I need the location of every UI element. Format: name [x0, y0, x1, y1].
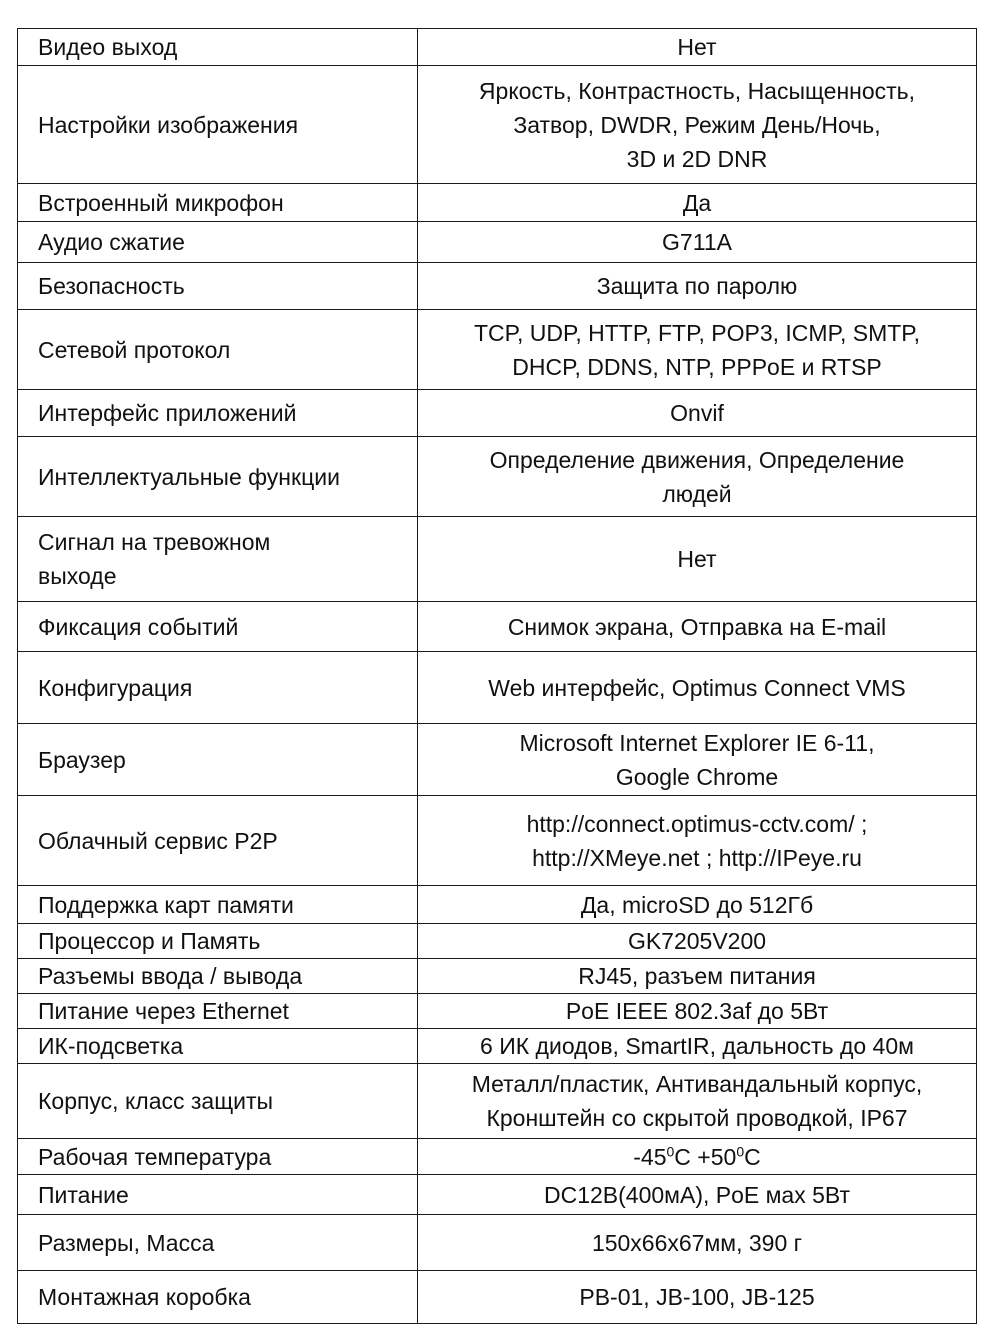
value-cell: Да [418, 184, 977, 222]
param-cell: Облачный сервис P2P [18, 796, 418, 886]
value-cell: Onvif [418, 390, 977, 437]
param-cell [18, 517, 418, 602]
table-row [18, 886, 977, 924]
value-cell: 6 ИК диодов, SmartIR, дальность до 40м [418, 1029, 977, 1064]
param-cell: Сетевой протокол [18, 310, 418, 390]
table-row [18, 1029, 977, 1064]
degree-sign: 0 [736, 1142, 745, 1159]
table-row [18, 1215, 977, 1271]
table-row [18, 310, 977, 390]
value-line: Определение движения, Определение [489, 446, 905, 473]
param-cell: Браузер [18, 724, 418, 796]
value-cell: Web интерфейс, Optimus Connect VMS [418, 652, 977, 724]
table-row [18, 1271, 977, 1324]
param-cell: Интеллектуальные функции [18, 437, 418, 517]
value-cell: GK7205V200 [418, 924, 977, 959]
value-line: Microsoft Internet Explorer IE 6-11, [519, 729, 875, 756]
table-row [18, 1139, 977, 1175]
table-row [18, 652, 977, 724]
param-line: выходе [38, 563, 117, 589]
table-row [18, 959, 977, 994]
table-row [18, 796, 977, 886]
value-cell: DC12В(400мА), PoE мах 5Вт [418, 1175, 977, 1215]
value-cell: Нет [418, 29, 977, 66]
param-cell: Конфигурация [18, 652, 418, 724]
value-cell [418, 1139, 977, 1175]
temp-unit: С [744, 1143, 761, 1170]
value-line: Кронштейн со скрытой проводкой, IP67 [486, 1105, 908, 1131]
param-line: Сигнал на тревожном [38, 529, 271, 555]
value-cell: Снимок экрана, Отправка на E-mail [418, 602, 977, 652]
param-cell: Поддержка карт памяти [18, 886, 418, 924]
value-cell [418, 1064, 977, 1139]
table-row [18, 994, 977, 1029]
value-cell: PB-01, JB-100, JB-125 [418, 1271, 977, 1324]
param-cell: Питание [18, 1175, 418, 1215]
param-cell: Безопасность [18, 263, 418, 310]
table-row [18, 390, 977, 437]
param-cell: Разъемы ввода / вывода [18, 959, 418, 994]
param-cell: Видео выход [18, 29, 418, 66]
spec-table [17, 28, 977, 1324]
table-row [18, 517, 977, 602]
value-cell [418, 796, 977, 886]
table-row [18, 1064, 977, 1139]
table-row [18, 602, 977, 652]
param-cell: Аудио сжатие [18, 222, 418, 263]
table-row [18, 724, 977, 796]
table-row [18, 437, 977, 517]
value-cell: Нет [418, 517, 977, 602]
value-line: http://connect.optimus-cctv.com/ ; [526, 810, 868, 837]
value-line: Google Chrome [615, 763, 779, 790]
table-row [18, 1175, 977, 1215]
param-cell: Фиксация событий [18, 602, 418, 652]
param-cell: Интерфейс приложений [18, 390, 418, 437]
value-line: людей [662, 480, 732, 507]
value-cell: PoE IEEE 802.3af до 5Вт [418, 994, 977, 1029]
param-cell: Рабочая температура [18, 1139, 418, 1175]
value-cell: 150x66x67мм, 390 г [418, 1215, 977, 1271]
table-row [18, 263, 977, 310]
value-cell [418, 66, 977, 184]
table-row [18, 222, 977, 263]
param-cell: Настройки изображения [18, 66, 418, 184]
temp-min: -45 [633, 1143, 667, 1170]
value-cell: Да, microSD до 512Гб [418, 886, 977, 924]
value-cell [418, 437, 977, 517]
value-line: TCP, UDP, HTTP, FTP, POP3, ICMP, SMTP, [473, 319, 921, 346]
temp-max: С +50 [674, 1143, 737, 1170]
value-line: http://XMeye.net ; http://IPeye.ru [532, 844, 862, 871]
value-cell: G711A [418, 222, 977, 263]
value-line: Затвор, DWDR, Режим День/Ночь, [513, 111, 881, 138]
param-cell: ИК-подсветка [18, 1029, 418, 1064]
value-cell: RJ45, разъем питания [418, 959, 977, 994]
value-line: 3D и 2D DNR [626, 145, 768, 172]
value-line: Металл/пластик, Антивандальный корпус, [471, 1071, 923, 1097]
param-cell: Питание через Ethernet [18, 994, 418, 1029]
table-row [18, 184, 977, 222]
param-cell: Размеры, Масса [18, 1215, 418, 1271]
table-row [18, 924, 977, 959]
value-cell [418, 724, 977, 796]
value-cell [418, 310, 977, 390]
param-cell: Встроенный микрофон [18, 184, 418, 222]
param-cell: Процессор и Память [18, 924, 418, 959]
param-cell: Корпус, класс защиты [18, 1064, 418, 1139]
table-row [18, 66, 977, 184]
degree-sign: 0 [666, 1142, 675, 1159]
value-line: Яркость, Контрастность, Насыщенность, [478, 77, 916, 104]
table-row [18, 29, 977, 66]
param-cell: Монтажная коробка [18, 1271, 418, 1324]
value-line: DHCP, DDNS, NTP, PPPoE и RTSP [512, 353, 882, 380]
value-cell: Защита по паролю [418, 263, 977, 310]
